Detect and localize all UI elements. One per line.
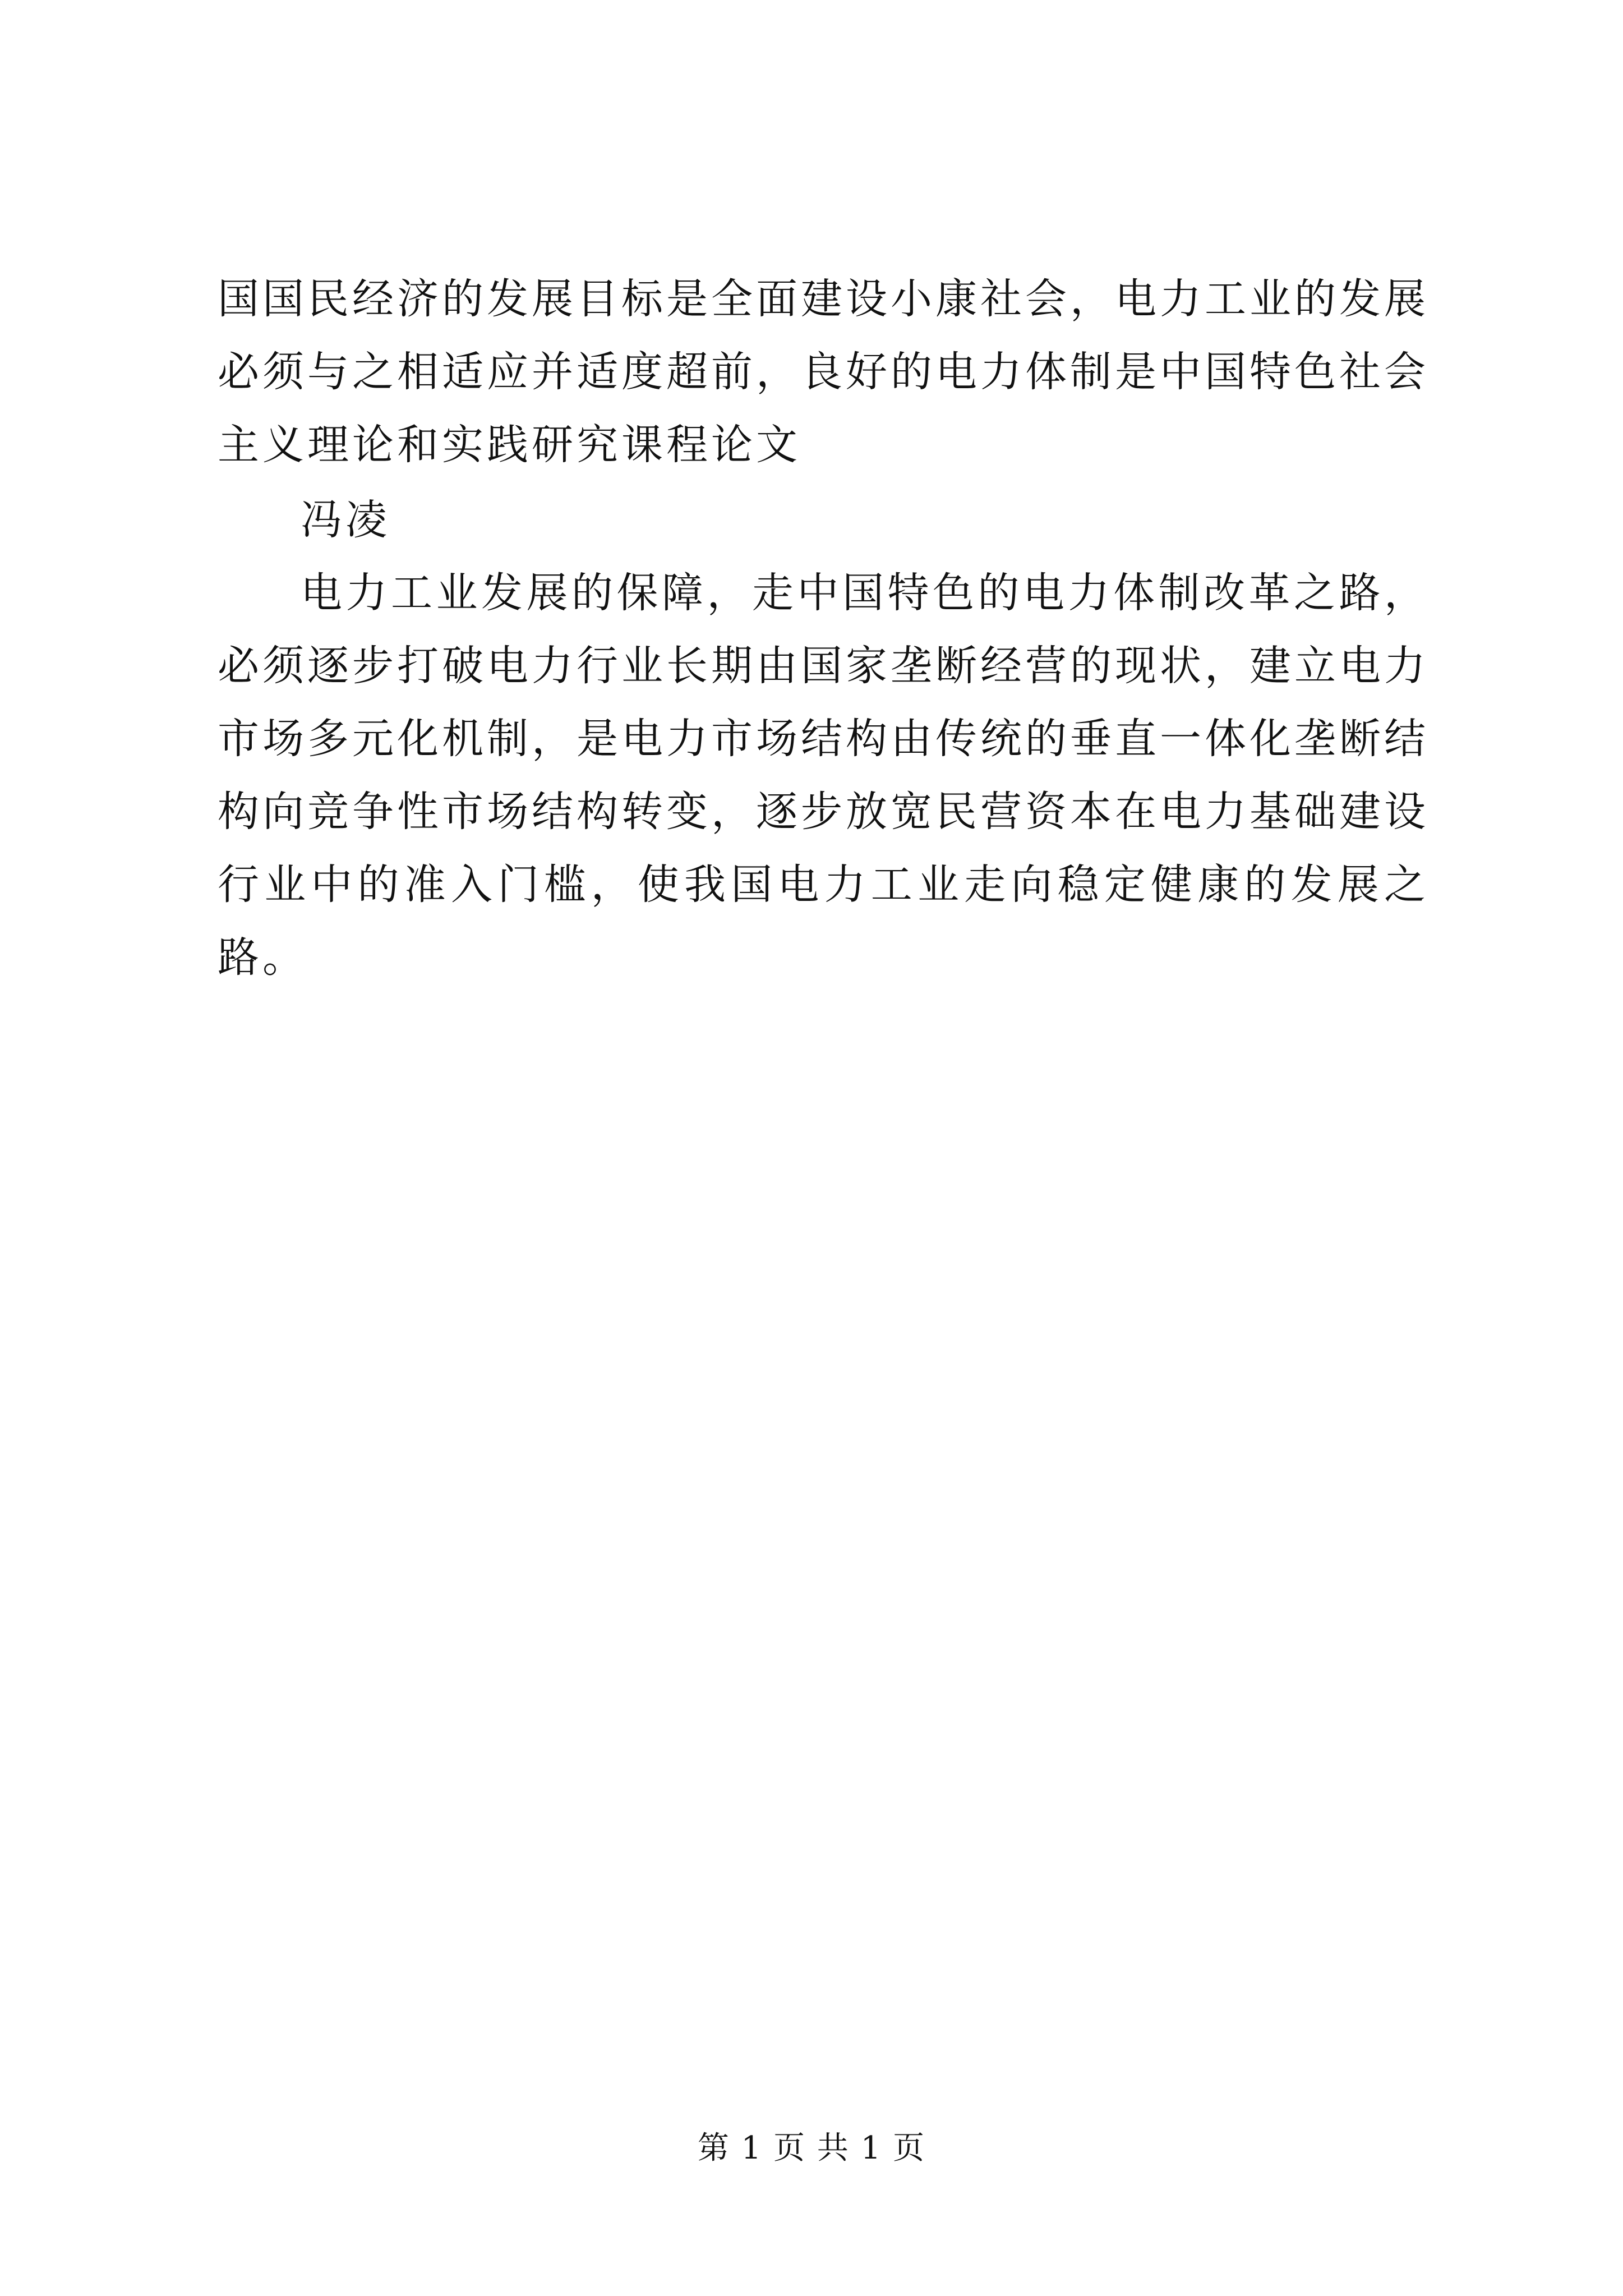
document-body [218, 263, 1429, 996]
paragraph-main: 电力工业发展的保障，走中国特色的电力体制改革之路，必须逐步打破电力行业长期由国家垄断经营的现状，建立电力市场多元化机制，是电力市场结构由传统的垂直一体化垄断结构向竞争性市场结构转变，逐步放宽民营资本在电力基础建设行业中的准入门槛，使我国电力工业走向稳定健康的发展之路。 [218, 569, 1429, 982]
paragraph-intro: 国国民经济的发展目标是全面建设小康社会，电力工业的发展必须与之相适应并适度超前，良好的电力体制是中国特色社会主义理论和实践研究课程论文 [218, 275, 1429, 469]
page-number-footer: 第 1 页 共 1 页 [697, 2130, 926, 2166]
author-name: 冯凌 [301, 496, 390, 544]
